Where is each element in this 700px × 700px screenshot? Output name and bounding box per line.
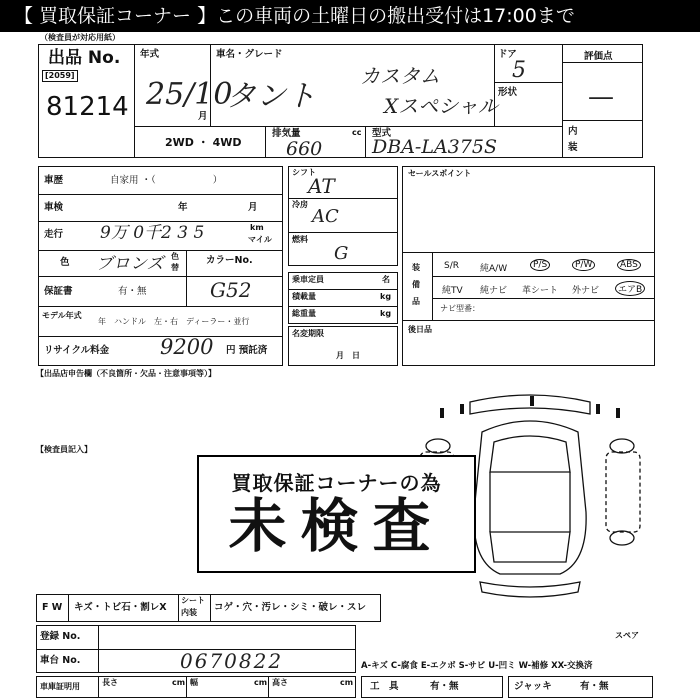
interior-label-2: 装 [568, 142, 578, 153]
mileage-value: 9万 0千2 3 5 [100, 223, 205, 243]
capacity-unit: 名 [382, 275, 390, 284]
car-windshield [490, 436, 570, 472]
name-change-label: 名変期限 [292, 329, 324, 338]
height-cm: cm [340, 678, 354, 687]
equip-item: 外ナビ [572, 286, 600, 296]
chassis-value: 0670822 [180, 649, 284, 673]
gross-unit: kg [380, 309, 392, 318]
mileage-unit-mile: マイル [248, 235, 272, 244]
car-name: タント [226, 79, 316, 114]
model-year-row: 年 ハンドル 左・右 ディーラー・並行 [98, 317, 250, 326]
history-label: 車歴 [44, 175, 64, 186]
header-frame [38, 44, 643, 158]
load-label: 積載量 [292, 292, 316, 301]
tools-label: 工 具 [370, 681, 399, 692]
inspection-year-unit: 年 [178, 202, 188, 213]
jack-value: 有・無 [580, 681, 609, 692]
cc-unit: cc [352, 128, 362, 137]
rating-label: 評価点 [584, 51, 613, 62]
month-unit: 月 [198, 111, 208, 122]
color-label: 色 [60, 257, 70, 268]
equip-item: 純TV [442, 286, 463, 296]
rating-value: — [588, 82, 614, 112]
equip-label-2: 備 [412, 280, 420, 289]
color-no-label: カラーNo. [206, 255, 253, 266]
tools-value: 有・無 [430, 681, 459, 692]
shift-label: シフト [292, 168, 316, 177]
inspection-label: 車検 [44, 202, 64, 213]
top-partial-text: （検査員が対応用紙） [40, 33, 120, 42]
cert-label: 車庫証明用 [40, 682, 80, 691]
color-change-label-1: 色 [171, 252, 179, 261]
stamp-line-2: 未検査 [228, 492, 445, 560]
recycle-value: 9200 [160, 335, 214, 359]
equip-item: S/R [444, 261, 459, 271]
equip-item: エアB [615, 281, 645, 296]
model-label: 型式 [372, 128, 392, 139]
ac-value: AC [312, 206, 339, 227]
displacement-label: 排気量 [272, 128, 301, 139]
small-code: [2059] [42, 70, 78, 82]
wheel-rear-right [610, 531, 634, 545]
rear-bumper [480, 582, 580, 597]
car-body-outline [474, 421, 586, 574]
model-value: DBA-LA375S [372, 136, 497, 158]
notes-label: 【出品店申告欄（不良箇所・欠品・注意事項等）】 [36, 369, 216, 378]
fuel-label: 燃料 [292, 235, 308, 244]
interior-label-1: 内 [568, 126, 578, 137]
reg-label: 登録 No. [40, 631, 81, 642]
car-rear-window [490, 532, 570, 562]
stamp-line-1: 買取保証コーナーの為 [231, 471, 442, 495]
recycle-unit: 円 預託済 [226, 345, 268, 356]
color-change-label-2: 替 [171, 263, 179, 272]
mileage-unit-km: km [250, 223, 264, 232]
grade-1: カスタム [360, 64, 440, 88]
fuel-value: G [334, 243, 349, 264]
wheel-front-right [610, 439, 634, 453]
fw-value: キズ・トビ石・割レX [74, 602, 167, 613]
seat-label-2: 内装 [181, 608, 197, 617]
navi-label: ナビ型番： [440, 304, 480, 313]
equip-label-3: 品 [412, 297, 420, 306]
equip-item: 純A/W [480, 264, 508, 274]
wheel-front-left [426, 439, 450, 453]
inspector-label: 【検査員記入】 [36, 445, 92, 454]
equip-item: 純ナビ [480, 286, 508, 296]
equip-item: P/S [530, 259, 550, 271]
inspection-month-unit: 月 [248, 202, 258, 213]
color-no-value: G52 [210, 278, 252, 302]
length-cm: cm [172, 678, 186, 687]
capacity-label: 乗車定員 [292, 275, 324, 284]
ac-label: 冷房 [292, 200, 308, 209]
seat-label-1: シート [181, 596, 205, 605]
fw-label: F W [42, 602, 63, 613]
lot-number: 81214 [46, 92, 129, 122]
right-side-panel [606, 452, 640, 532]
warranty-label: 保証書 [44, 286, 73, 297]
gross-label: 総重量 [292, 309, 316, 318]
length-label: 長さ [102, 678, 118, 687]
drive-label: 2WD ・ 4WD [165, 136, 242, 149]
recycle-label: リサイクル料金 [44, 345, 110, 356]
chassis-label: 車台 No. [40, 655, 81, 666]
load-unit: kg [380, 292, 392, 301]
equip-item: 革シート [522, 286, 559, 296]
doors-label: ドア [498, 49, 517, 60]
top-banner: 【 買取保証コーナー 】この車両の土曜日の搬出受付は17:00まで [0, 0, 700, 32]
name-change-unit: 月 日 [336, 351, 360, 360]
shape-label: 形状 [498, 87, 518, 98]
width-cm: cm [254, 678, 268, 687]
doors-value: 5 [512, 58, 526, 83]
history-value: 自家用 ・（ ） [110, 175, 223, 186]
model-year-label: モデル年式 [42, 311, 82, 320]
equip-label-1: 装 [412, 263, 420, 272]
later-label: 後日品 [408, 325, 432, 334]
displacement-value: 660 [286, 138, 323, 160]
mileage-label: 走行 [44, 229, 64, 240]
warranty-value: 有・無 [118, 286, 147, 297]
sales-label: セールスポイント [408, 169, 472, 178]
jack-label: ジャッキ [514, 681, 552, 692]
height-label: 高さ [272, 678, 288, 687]
width-label: 幅 [190, 678, 198, 687]
damage-legend: A-キズ C-腐食 E-エクボ S-サビ U-凹ミ W-補修 XX-交換済 [361, 661, 593, 671]
shift-value: AT [308, 174, 335, 198]
name-label: 車名・グレード [216, 49, 283, 60]
seat-value: コゲ・穴・汚レ・シミ・破レ・スレ [214, 602, 367, 613]
year-label: 年式 [140, 49, 160, 60]
year-value: 25/10 [146, 77, 233, 112]
equip-item: P/W [572, 259, 595, 271]
not-inspected-stamp [197, 455, 476, 573]
grade-2: Xスペシャル [384, 94, 498, 118]
spare-label: スペア [615, 631, 639, 640]
color-value: ブロンズ [96, 254, 164, 274]
lot-label: 出品 No. [48, 48, 121, 68]
equip-item: ABS [617, 259, 641, 271]
